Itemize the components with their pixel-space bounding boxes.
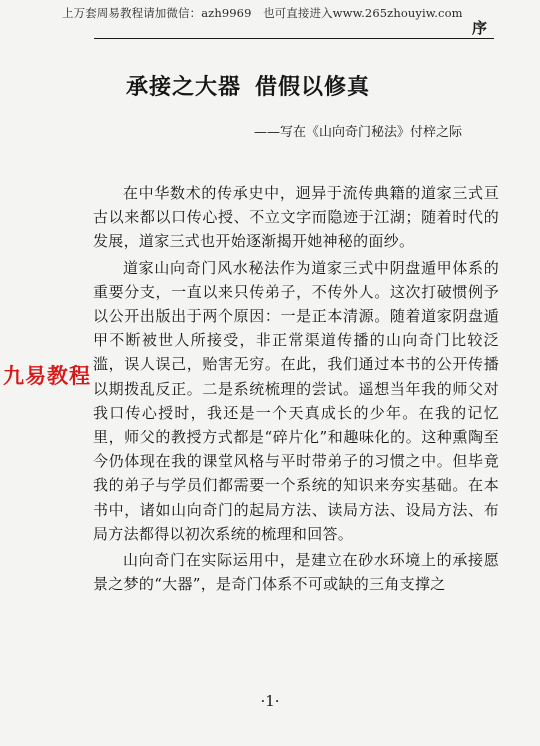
page-number: ·1·: [260, 692, 280, 710]
body-text: [93, 181, 499, 598]
paragraph: 山向奇门在实际运用中，是建立在砂水环境上的承接愿景之梦的“大器”，是奇门体系不可或缺的三角支撑之: [93, 551, 499, 594]
title-part-1: 承接之大器: [126, 74, 242, 100]
subtitle: ——写在《山向奇门秘法》付梓之际: [254, 125, 463, 140]
side-watermark: 九易教程: [3, 364, 91, 388]
running-head: 序: [472, 19, 488, 37]
title-part-2: 借假以修真: [255, 74, 371, 100]
header-rule: [94, 38, 494, 39]
page-title: [126, 70, 466, 101]
paragraph: 在中华数术的传承史中，迥异于流传典籍的道家三式亘古以来都以口传心授、不立文字而隐迹于江湖；随着时代的发展，道家三式也开始逐渐揭开她神秘的面纱。: [93, 184, 499, 251]
paragraph: 道家山向奇门风水秘法作为道家三式中阴盘遁甲体系的重要分支，一直以来只传弟子，不传外人。这次打破惯例予以公开出版出于两个原因：一是正本清源。随着道家阴盘遁甲不断被世人所接受，非正常渠道传播的山向奇门比较泛滥，误人误己，贻害无穷。在此，我们通过本书的公开传播以期拨乱反正。二是系统梳理的尝试。遥想当年我的师父对我口传心授时，我还是一个天真成长的少年。在我的记忆里，师父的教授方式都是“碎片化”和趣味化的。这种熏陶至今仍体现在我的课堂风格与平时带弟子的习惯之中。但毕竟我的弟子与学员们都需要一个系统的知识来夯实基础。在本书中，诸如山向奇门的起局方法、读局方法、设局方法、布局方法都得以初次系统的梳理和回答。: [93, 258, 499, 543]
top-watermark-text: 上万套周易教程请加微信：azh9969 也可直接进入www.265zhouyiw.com: [62, 6, 463, 20]
